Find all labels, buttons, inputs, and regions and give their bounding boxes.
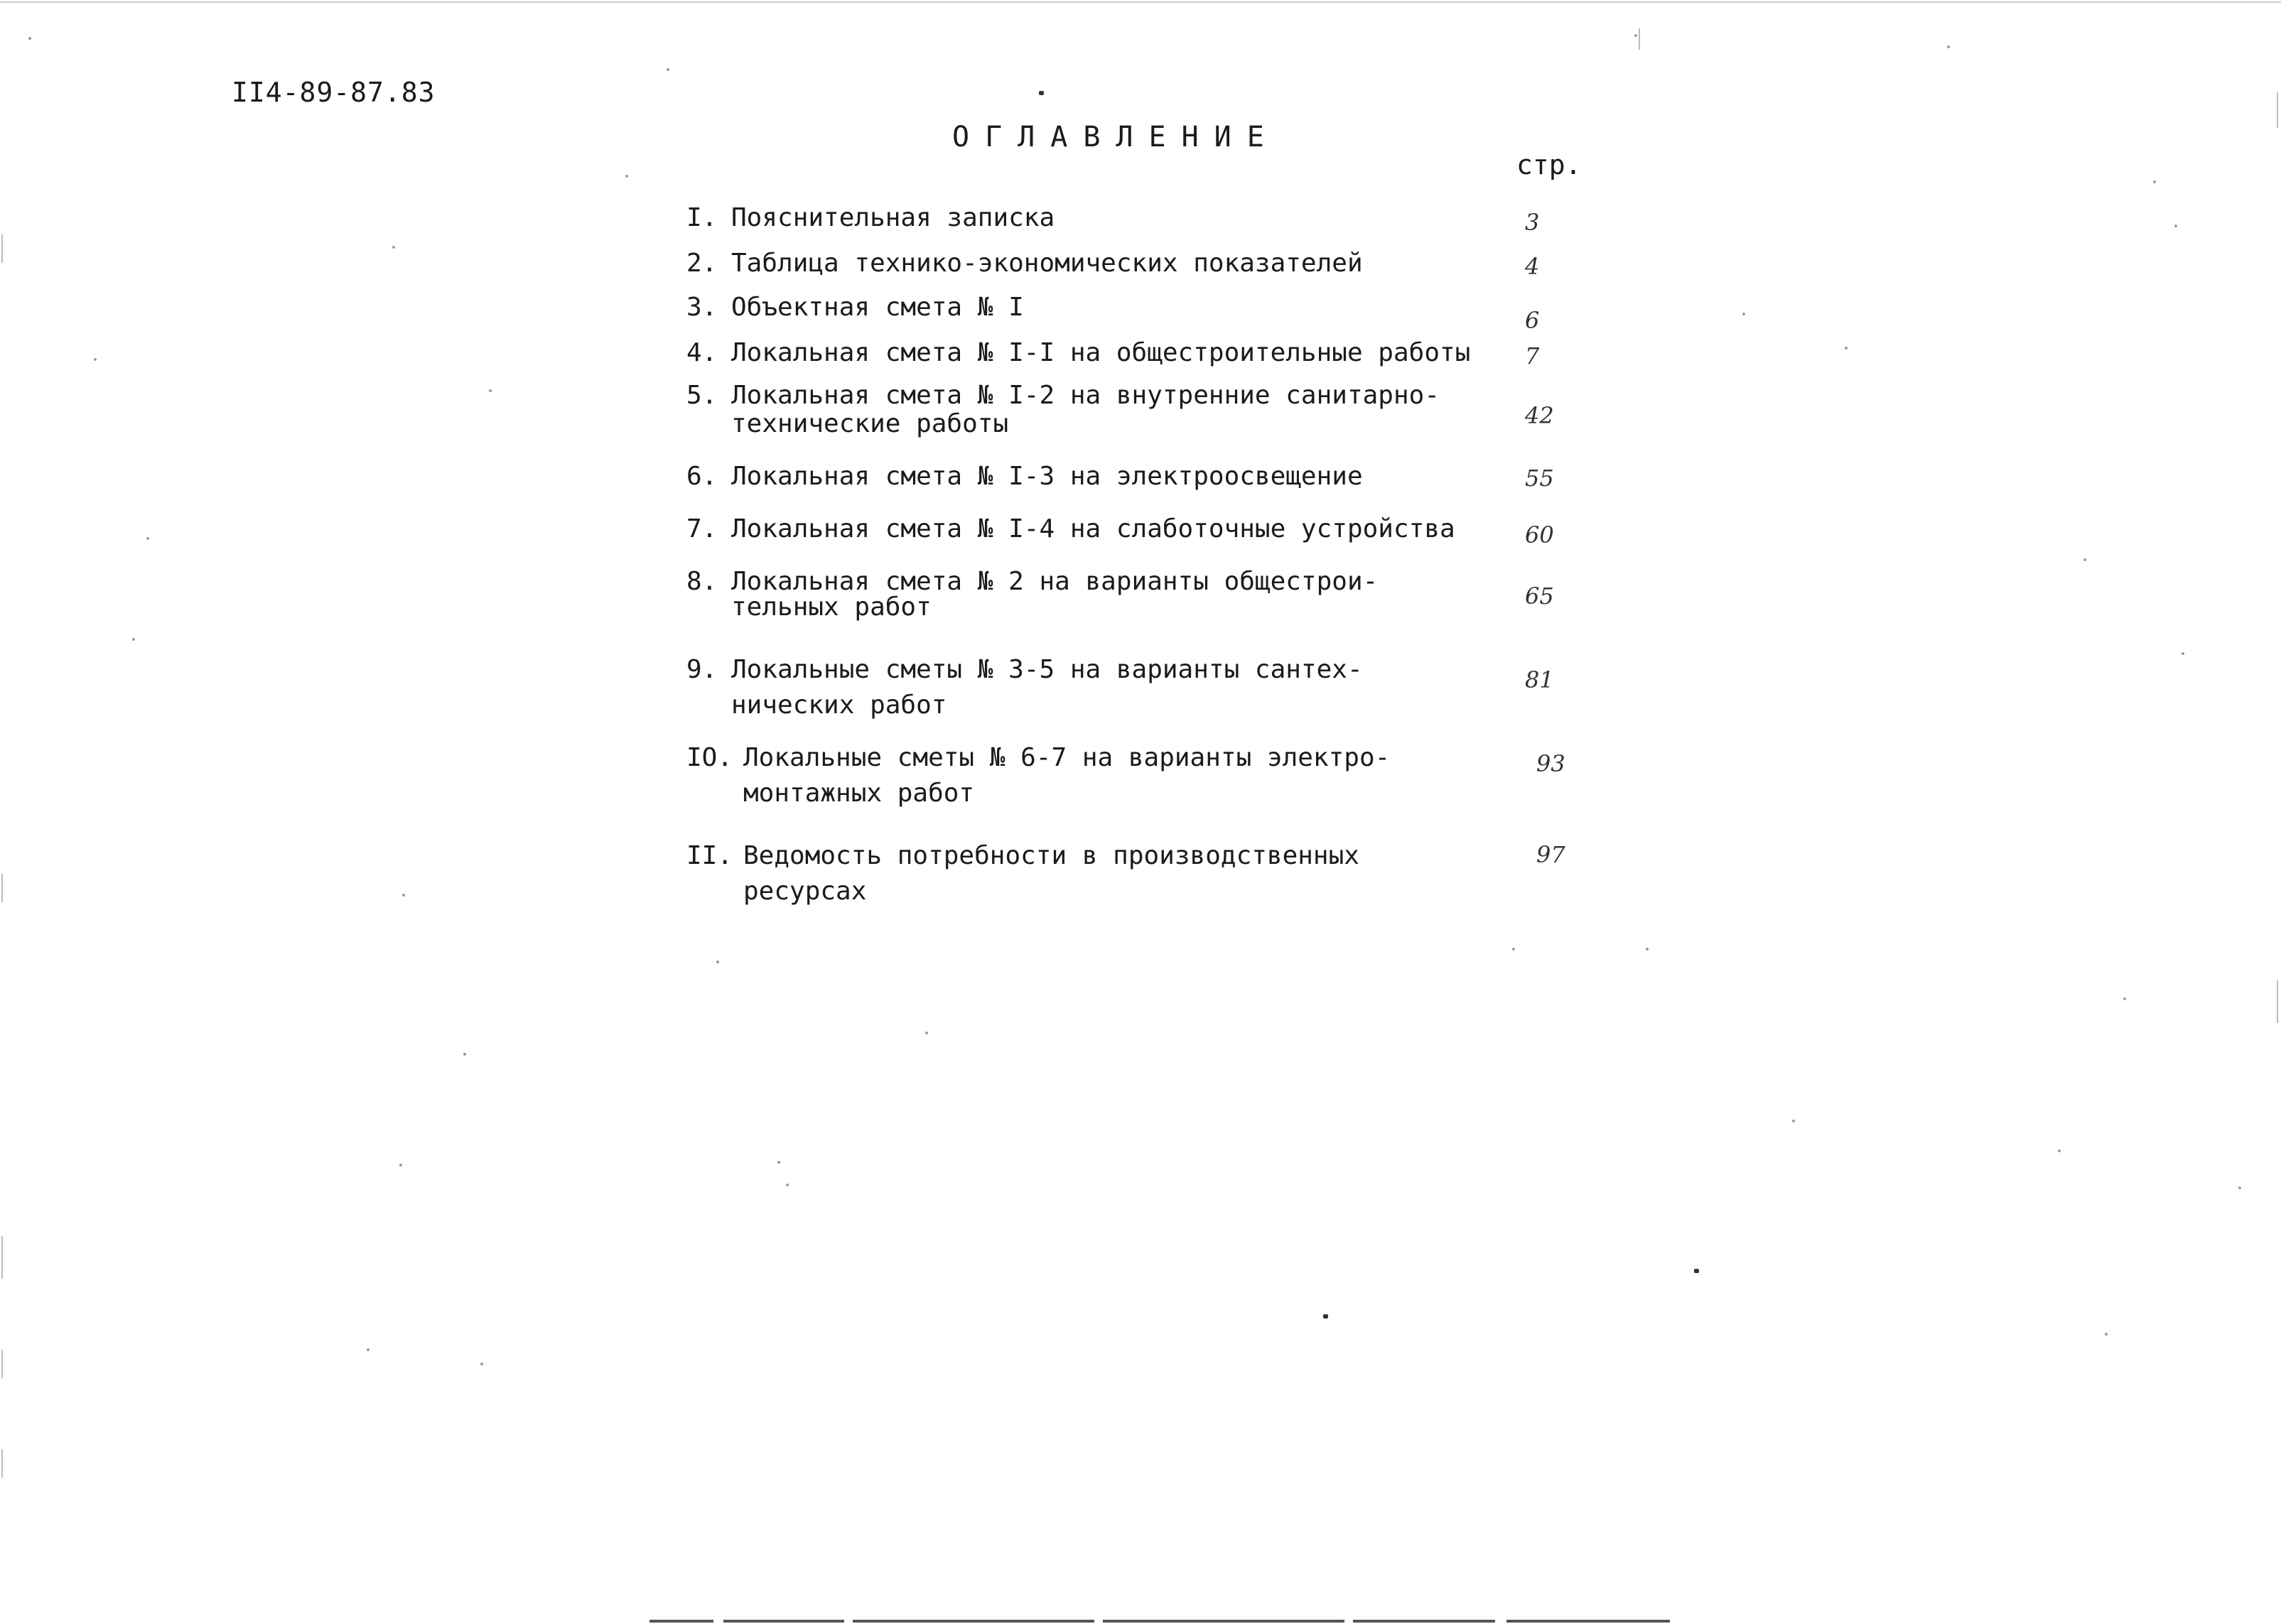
scan-speck: [94, 358, 97, 361]
scan-bottom-dash: [649, 1620, 713, 1623]
scan-edge-mark: [1639, 28, 1640, 50]
scan-bottom-dash: [1506, 1620, 1670, 1623]
scan-speck: [392, 246, 395, 249]
scan-speck: [1323, 1314, 1328, 1319]
scan-speck: [367, 1348, 370, 1351]
scan-speck: [1039, 91, 1044, 95]
toc-entry-number: 3.: [686, 293, 718, 322]
scan-bottom-dash: [1353, 1620, 1495, 1623]
toc-entry-title: Ведомость потребности в производственных: [743, 841, 1359, 870]
toc-entry-title: Локальные сметы № 3-5 на варианты сантех-: [731, 655, 1363, 684]
scan-edge-mark: [2277, 980, 2278, 1023]
toc-entry-title-continued: нических работ: [731, 691, 947, 720]
scan-speck: [1512, 948, 1515, 951]
scan-speck: [2238, 1186, 2241, 1189]
toc-entry-title: Объектная смета № I: [731, 293, 1024, 322]
document-code: II4-89-87.83: [232, 77, 436, 108]
scan-speck: [667, 68, 669, 71]
scan-speck: [2058, 1149, 2061, 1152]
toc-entry-title: Локальные сметы № 6-7 на варианты электро-: [743, 743, 1391, 772]
scan-speck: [132, 638, 135, 641]
scan-top-edge: [0, 1, 2281, 3]
scan-speck: [777, 1161, 780, 1164]
scan-speck: [2174, 224, 2177, 227]
toc-entry-title: Локальная смета № I-I на общестроительные работы: [731, 338, 1471, 367]
scan-speck: [28, 37, 31, 40]
scan-speck: [1634, 34, 1637, 37]
toc-entry-number: 4.: [686, 338, 718, 367]
toc-entry-title: Пояснительная записка: [731, 203, 1055, 232]
toc-entry-page: 55: [1525, 465, 1554, 492]
toc-entry-page: 6: [1525, 307, 1540, 334]
toc-entry-number: IO.: [686, 743, 733, 772]
toc-entry-number: 2.: [686, 249, 718, 278]
scan-speck: [716, 960, 719, 963]
toc-entry-number: 7.: [686, 514, 718, 543]
scan-speck: [146, 537, 149, 540]
toc-entry-page: 4: [1525, 253, 1540, 280]
scan-speck: [1947, 45, 1950, 48]
toc-entry-page: 93: [1536, 750, 1565, 777]
page-column-header: стр.: [1516, 149, 1582, 180]
scan-speck: [2153, 180, 2156, 183]
scan-edge-mark: [2277, 92, 2278, 128]
toc-entry-title-continued: монтажных работ: [743, 779, 975, 808]
toc-entry-title: Локальная смета № I-2 на внутренние санитарно-: [731, 381, 1440, 410]
scan-bottom-dash: [723, 1620, 844, 1623]
scan-speck: [786, 1184, 789, 1186]
scan-speck: [1742, 313, 1745, 315]
scan-edge-mark: [1, 234, 3, 263]
toc-entry-title-continued: тельных работ: [731, 592, 932, 622]
scan-speck: [480, 1363, 483, 1365]
scan-speck: [1845, 347, 1848, 350]
toc-entry-number: I.: [686, 203, 718, 232]
toc-entry-page: 3: [1525, 209, 1540, 236]
scan-edge-mark: [1, 874, 3, 902]
toc-entry-number: 6.: [686, 462, 718, 491]
toc-title: ОГЛАВЛЕНИЕ: [952, 121, 1280, 153]
toc-entry-page: 60: [1525, 521, 1554, 548]
scan-edge-mark: [1, 1449, 3, 1478]
toc-entry-title-continued: ресурсах: [743, 877, 867, 906]
scan-speck: [1792, 1120, 1795, 1122]
toc-entry-number: 5.: [686, 381, 718, 410]
scan-edge-mark: [1, 1236, 3, 1279]
scan-speck: [2083, 558, 2086, 561]
scan-edge-mark: [1, 1350, 3, 1378]
toc-entry-number: II.: [686, 841, 733, 870]
scan-speck: [463, 1053, 466, 1056]
toc-entry-number: 9.: [686, 655, 718, 684]
scan-speck: [399, 1164, 402, 1166]
toc-entry-page: 65: [1525, 583, 1554, 610]
scan-speck: [625, 175, 628, 178]
toc-entry-title: Таблица технико-экономических показателей: [731, 249, 1363, 278]
scan-bottom-dash: [853, 1620, 1094, 1623]
toc-entry-title: Локальная смета № I-3 на электроосвещение: [731, 462, 1363, 491]
toc-entry-number: 8.: [686, 567, 718, 596]
scan-speck: [402, 894, 405, 897]
scan-speck: [1646, 948, 1649, 951]
scan-speck: [2105, 1333, 2108, 1336]
scan-speck: [2123, 997, 2126, 1000]
toc-entry-page: 42: [1525, 402, 1554, 429]
toc-entry-page: 81: [1525, 666, 1554, 693]
toc-entry-page: 97: [1536, 841, 1565, 868]
scan-bottom-dash: [1103, 1620, 1344, 1623]
scan-speck: [489, 389, 492, 392]
scan-speck: [925, 1032, 928, 1034]
toc-entry-title: Локальная смета № I-4 на слаботочные устройства: [731, 514, 1455, 543]
scan-speck: [2182, 652, 2184, 655]
toc-entry-title-continued: технические работы: [731, 409, 1009, 438]
toc-entry-page: 7: [1525, 342, 1540, 369]
toc-entry-title: Локальная смета № 2 на варианты общестрои-: [731, 567, 1379, 596]
scan-speck: [1694, 1269, 1699, 1273]
